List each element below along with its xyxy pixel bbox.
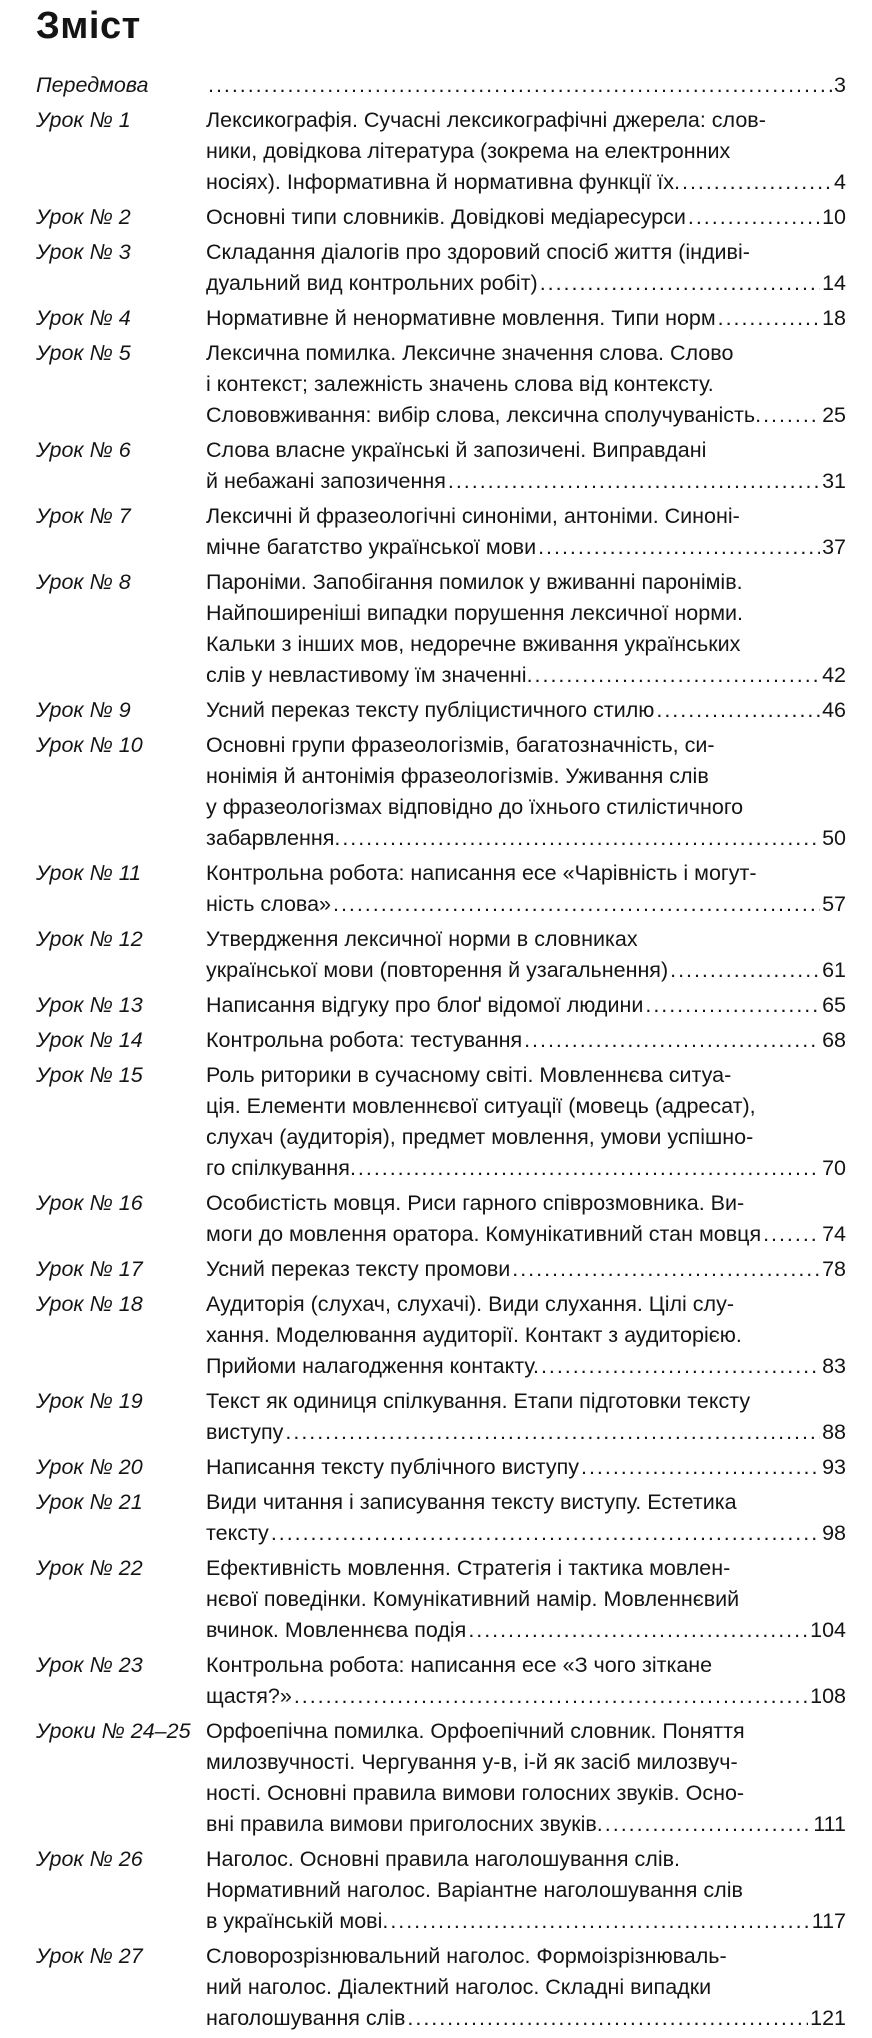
toc-entry-page-number[interactable]: 74 bbox=[822, 1222, 846, 1246]
dot-leader bbox=[605, 1809, 812, 1840]
toc-entry-last-line bbox=[206, 955, 846, 986]
toc-entry-line: Складання діалогів про здоровий спосіб життя (індиві- bbox=[206, 240, 750, 264]
toc-entry-page-number[interactable]: 57 bbox=[822, 892, 846, 916]
toc-entry-page-number[interactable]: 42 bbox=[822, 663, 846, 687]
toc-entry-page-number[interactable]: 31 bbox=[822, 469, 846, 493]
toc-entry-line: слухач (аудиторія), предмет мовлення, умови успішно- bbox=[206, 1125, 754, 1149]
toc-entry-line: Нормативне й ненормативне мовлення. Типи норм bbox=[206, 306, 716, 330]
toc-entry-line: Найпоширеніші випадки порушення лексичної норми. bbox=[206, 601, 743, 625]
toc-entry-lesson: Урок № 17 bbox=[36, 1257, 143, 1281]
toc-entry-description bbox=[206, 1289, 846, 1382]
toc-entry-description bbox=[206, 1941, 846, 2034]
toc-entry-description bbox=[206, 1188, 846, 1250]
toc-entry-line: ності. Основні правила вимови голосних звуків. Осно- bbox=[206, 1781, 745, 1805]
toc-entry-line: Ефективність мовлення. Стратегія і тактика мовлен- bbox=[206, 1556, 731, 1580]
toc-entry-lesson: Урок № 16 bbox=[36, 1191, 143, 1215]
toc-entry-description bbox=[206, 1650, 846, 1712]
toc-entry-description bbox=[206, 105, 846, 198]
toc-entry-last-line bbox=[206, 167, 846, 198]
toc-entry-line: моги до мовлення оратора. Комунікативний стан мовця bbox=[206, 1222, 762, 1246]
toc-entry-line: Основні групи фразеологізмів, багатозначність, си- bbox=[206, 733, 715, 757]
toc-entry-line: го спілкування. bbox=[206, 1156, 356, 1180]
toc-entry-lesson: Урок № 12 bbox=[36, 927, 143, 951]
toc-entry-line: нонімія й антонімія фразеологізмів. Уживання слів bbox=[206, 764, 709, 788]
toc-entry-page-number[interactable]: 93 bbox=[822, 1455, 846, 1479]
toc-entry-lesson: Урок № 11 bbox=[36, 861, 142, 885]
dot-leader bbox=[208, 70, 832, 101]
dot-leader bbox=[763, 400, 820, 431]
toc-entry-line: Написання тексту публічного виступу bbox=[206, 1455, 580, 1479]
toc-entry[interactable] bbox=[36, 990, 868, 1021]
toc-entry-line: Контрольна робота: написання есе «З чого зіткане bbox=[206, 1653, 713, 1677]
toc-entry-line: Прийоми налагодження контакту. bbox=[206, 1354, 539, 1378]
toc-entry-last-line bbox=[206, 1452, 846, 1483]
toc-entry[interactable] bbox=[36, 1386, 868, 1448]
toc-entry-line: Орфоепічна помилка. Орфоепічний словник. Поняття bbox=[206, 1719, 745, 1743]
toc-entry-description bbox=[206, 1386, 846, 1448]
toc-entry-description bbox=[206, 1844, 846, 1937]
dot-leader bbox=[285, 1417, 820, 1448]
toc-entry-line: Словорозрізнювальний наголос. Формоізрізнюваль- bbox=[206, 1944, 727, 1968]
dot-leader bbox=[468, 1615, 808, 1646]
toc-entry-line: вчинок. Мовленнєва подія bbox=[206, 1618, 467, 1642]
toc-entry-lesson: Урок № 3 bbox=[36, 240, 131, 264]
toc-entry-last-line bbox=[206, 70, 846, 101]
toc-entry-description bbox=[206, 202, 846, 233]
toc-entry-lesson: Урок № 8 bbox=[36, 570, 131, 594]
toc-entry[interactable] bbox=[36, 1844, 868, 1937]
toc-entry-lesson: Урок № 26 bbox=[36, 1847, 143, 1871]
dot-leader bbox=[656, 695, 820, 726]
toc-entry[interactable] bbox=[36, 1716, 868, 1840]
toc-entry-last-line bbox=[206, 1351, 846, 1382]
toc-entry-page-number[interactable]: 18 bbox=[822, 306, 846, 330]
toc-entry[interactable] bbox=[36, 1060, 868, 1184]
toc-entry-line: Нормативний наголос. Варіантне наголошування слів bbox=[206, 1878, 743, 1902]
toc-entry-last-line bbox=[206, 532, 846, 563]
toc-entry[interactable] bbox=[36, 70, 868, 101]
toc-entry[interactable] bbox=[36, 1941, 868, 2034]
toc-entry-line: у фразеологізмах відповідно до їхнього стилістичного bbox=[206, 795, 744, 819]
toc-entry-lesson: Уроки № 24–25 bbox=[36, 1719, 191, 1743]
dot-leader bbox=[448, 466, 820, 497]
toc-entry[interactable] bbox=[36, 1188, 868, 1250]
toc-entry-description bbox=[206, 695, 846, 726]
toc-entry-last-line bbox=[206, 823, 846, 854]
toc-entry-page-number[interactable]: 68 bbox=[822, 1028, 846, 1052]
toc-entry-last-line bbox=[206, 1417, 846, 1448]
toc-entry-line: Текст як одиниця спілкування. Етапи підготовки тексту bbox=[206, 1389, 751, 1413]
dot-leader bbox=[541, 1351, 820, 1382]
toc-entry-line: виступу bbox=[206, 1420, 284, 1444]
toc-entry-description bbox=[206, 924, 846, 986]
toc-entry-lesson: Урок № 22 bbox=[36, 1556, 143, 1580]
dot-leader bbox=[645, 990, 820, 1021]
toc-entry[interactable] bbox=[36, 338, 868, 431]
toc-entry-lesson: Урок № 19 bbox=[36, 1389, 143, 1413]
toc-entry[interactable] bbox=[36, 1452, 868, 1483]
toc-entry-description bbox=[206, 1452, 846, 1483]
toc-entry-last-line bbox=[206, 695, 846, 726]
toc-entry-page-number[interactable]: 70 bbox=[822, 1156, 846, 1180]
toc-entry[interactable] bbox=[36, 1025, 868, 1056]
toc-entry[interactable] bbox=[36, 695, 868, 726]
toc-entry-page-number[interactable]: 3 bbox=[834, 73, 846, 97]
toc-entry-description bbox=[206, 1254, 846, 1285]
toc-entry-lesson: Урок № 13 bbox=[36, 993, 143, 1017]
dot-leader bbox=[688, 202, 820, 233]
toc-entry-page-number[interactable]: 108 bbox=[810, 1684, 846, 1708]
toc-entry[interactable] bbox=[36, 1289, 868, 1382]
toc-entry-line: носіях). Інформативна й нормативна функції їх. bbox=[206, 170, 680, 194]
dot-leader bbox=[407, 2003, 808, 2034]
toc-entry-line: дуальний вид контрольних робіт) bbox=[206, 271, 538, 295]
toc-entry-line: милозвучності. Чергування у-в, і-й як засіб милозвуч- bbox=[206, 1750, 738, 1774]
toc-entry-page-number[interactable]: 121 bbox=[810, 2006, 846, 2030]
toc-entry-line: Усний переказ тексту публіцистичного стилю bbox=[206, 698, 655, 722]
toc-entry-page-number[interactable]: 98 bbox=[822, 1521, 846, 1545]
dot-leader bbox=[535, 660, 821, 691]
toc-entry-page-number[interactable]: 78 bbox=[822, 1257, 846, 1281]
toc-entry[interactable] bbox=[36, 730, 868, 854]
toc-entry-page-number[interactable]: 111 bbox=[813, 1812, 846, 1836]
toc-entry-page-number[interactable]: 25 bbox=[822, 403, 846, 427]
dot-leader bbox=[540, 268, 820, 299]
toc-entry[interactable] bbox=[36, 1650, 868, 1712]
toc-entry-line: ний наголос. Діалектний наголос. Складні випадки bbox=[206, 1975, 712, 1999]
toc-entry-last-line bbox=[206, 1809, 846, 1840]
toc-entry-line: Контрольна робота: написання есе «Чарівність і могут- bbox=[206, 861, 757, 885]
toc-entry-line: Аудиторія (слухач, слухачі). Види слухання. Цілі слу- bbox=[206, 1292, 734, 1316]
toc-entry-line: ність слова» bbox=[206, 892, 332, 916]
toc-entry-lesson: Урок № 2 bbox=[36, 205, 131, 229]
toc-entry-page-number[interactable]: 65 bbox=[822, 993, 846, 1017]
toc-entry-description bbox=[206, 858, 846, 920]
toc-entry[interactable] bbox=[36, 105, 868, 198]
toc-entry-lesson: Урок № 15 bbox=[36, 1063, 143, 1087]
toc-entry-last-line bbox=[206, 268, 846, 299]
toc-entry-line: й небажані запозичення bbox=[206, 469, 446, 493]
toc-entry-last-line bbox=[206, 1518, 846, 1549]
toc-entry-last-line bbox=[206, 660, 846, 691]
toc-entry-page-number[interactable]: 88 bbox=[822, 1420, 846, 1444]
toc-entry[interactable] bbox=[36, 858, 868, 920]
toc-entry[interactable] bbox=[36, 1553, 868, 1646]
toc-entry-line: Види читання і записування тексту виступу. Естетика bbox=[206, 1490, 737, 1514]
table-of-contents bbox=[36, 70, 868, 2038]
toc-entry-page-number[interactable]: 46 bbox=[822, 698, 846, 722]
toc-entry-last-line bbox=[206, 889, 846, 920]
toc-entry-page-number[interactable]: 104 bbox=[810, 1618, 846, 1642]
toc-entry-line: Контрольна робота: тестування bbox=[206, 1028, 523, 1052]
toc-entry-line: Усний переказ тексту промови bbox=[206, 1257, 511, 1281]
toc-entry-line: Пароніми. Запобігання помилок у вживанні паронімів. bbox=[206, 570, 743, 594]
toc-entry[interactable] bbox=[36, 924, 868, 986]
toc-entry-line: Роль риторики в сучасному світі. Мовленнєва ситуа- bbox=[206, 1063, 732, 1087]
toc-entry-line: Лексична помилка. Лексичне значення слова. Слово bbox=[206, 341, 734, 365]
dot-leader bbox=[763, 1219, 820, 1250]
toc-entry-lesson: Урок № 10 bbox=[36, 733, 143, 757]
toc-entry-last-line bbox=[206, 2003, 846, 2034]
toc-entry-description bbox=[206, 435, 846, 497]
dot-leader bbox=[294, 1681, 808, 1712]
dot-leader bbox=[342, 823, 820, 854]
toc-entry-description bbox=[206, 990, 846, 1021]
toc-entry-description bbox=[206, 1716, 846, 1840]
toc-entry-line: нєвої поведінки. Комунікативний намір. Мовленнєвий bbox=[206, 1587, 740, 1611]
toc-entry-page-number[interactable]: 50 bbox=[822, 826, 846, 850]
dot-leader bbox=[538, 532, 820, 563]
toc-entry-lesson: Урок № 21 bbox=[36, 1490, 143, 1514]
toc-entry-line: Наголос. Основні правила наголошування слів. bbox=[206, 1847, 680, 1871]
toc-entry[interactable] bbox=[36, 1254, 868, 1285]
toc-entry-page-number[interactable]: 4 bbox=[834, 170, 846, 194]
toc-entry[interactable] bbox=[36, 237, 868, 299]
toc-entry-description bbox=[206, 730, 846, 854]
toc-entry-last-line bbox=[206, 990, 846, 1021]
toc-entry-line: наголошування слів bbox=[206, 2006, 406, 2030]
toc-entry-line: ники, довідкова література (зокрема на електронних bbox=[206, 139, 731, 163]
toc-entry-page-number[interactable]: 83 bbox=[822, 1354, 846, 1378]
toc-entry-description bbox=[206, 338, 846, 431]
toc-entry[interactable] bbox=[36, 202, 868, 233]
toc-entry-last-line bbox=[206, 1153, 846, 1184]
toc-entry-line: Кальки з інших мов, недоречне вживання українських bbox=[206, 632, 741, 656]
toc-entry-lesson: Урок № 7 bbox=[36, 504, 131, 528]
toc-entry-description bbox=[206, 501, 846, 563]
toc-entry-last-line bbox=[206, 1254, 846, 1285]
toc-entry-lesson: Урок № 4 bbox=[36, 306, 131, 330]
toc-entry-description bbox=[206, 1060, 846, 1184]
toc-entry-page-number[interactable]: 117 bbox=[811, 1909, 846, 1933]
toc-entry-line: в українській мові. bbox=[206, 1909, 389, 1933]
dot-leader bbox=[581, 1452, 820, 1483]
toc-entry-line: Написання відгуку про блоґ відомої людини bbox=[206, 993, 644, 1017]
toc-entry-lesson: Урок № 14 bbox=[36, 1028, 143, 1052]
page-title: Зміст bbox=[36, 5, 141, 47]
toc-entry-description bbox=[206, 1025, 846, 1056]
toc-entry-last-line bbox=[206, 1906, 846, 1937]
toc-entry-last-line bbox=[206, 202, 846, 233]
toc-entry-description bbox=[206, 1553, 846, 1646]
toc-entry[interactable] bbox=[36, 501, 868, 563]
dot-leader bbox=[358, 1153, 820, 1184]
toc-entry-line: слів у невластивому їм значенні. bbox=[206, 663, 533, 687]
toc-entry-last-line bbox=[206, 1681, 846, 1712]
dot-leader bbox=[271, 1518, 820, 1549]
toc-entry-line: української мови (повторення й узагальнення) bbox=[206, 958, 669, 982]
toc-entry-line: і контекст; залежність значень слова від контексту. bbox=[206, 372, 714, 396]
toc-entry-last-line bbox=[206, 1615, 846, 1646]
toc-entry-page-number[interactable]: 61 bbox=[822, 958, 846, 982]
toc-entry-line: Основні типи словників. Довідкові медіаресурси bbox=[206, 205, 686, 229]
toc-entry-line: забарвлення. bbox=[206, 826, 341, 850]
toc-entry-lesson: Урок № 27 bbox=[36, 1944, 143, 1968]
toc-entry-last-line bbox=[206, 1025, 846, 1056]
toc-entry-description bbox=[206, 1487, 846, 1549]
toc-entry-last-line bbox=[206, 400, 846, 431]
toc-entry-line: Слова власне українські й запозичені. Виправдані bbox=[206, 438, 707, 462]
dot-leader bbox=[718, 303, 820, 334]
toc-entry-description bbox=[206, 237, 846, 299]
toc-entry[interactable] bbox=[36, 1487, 868, 1549]
toc-entry-lesson: Урок № 6 bbox=[36, 438, 131, 462]
toc-entry-lesson: Урок № 5 bbox=[36, 341, 131, 365]
toc-entry-line: Лексикографія. Сучасні лексикографічні джерела: слов- bbox=[206, 108, 766, 132]
toc-entry-lesson: Урок № 23 bbox=[36, 1653, 143, 1677]
toc-entry-line: мічне багатство української мови bbox=[206, 535, 537, 559]
toc-entry-line: Утвердження лексичної норми в словниках bbox=[206, 927, 638, 951]
toc-entry-page-number[interactable]: 14 bbox=[822, 271, 846, 295]
toc-entry-line: Лексичні й фразеологічні синоніми, антоніми. Синоні- bbox=[206, 504, 740, 528]
toc-entry-lesson: Урок № 20 bbox=[36, 1455, 143, 1479]
toc-entry-line: Особистість мовця. Риси гарного співрозмовника. Ви- bbox=[206, 1191, 745, 1215]
toc-entry-line: вні правила вимови приголосних звуків. bbox=[206, 1812, 603, 1836]
toc-entry-last-line bbox=[206, 1219, 846, 1250]
dot-leader bbox=[390, 1906, 809, 1937]
toc-entry-page-number[interactable]: 37 bbox=[822, 535, 846, 559]
toc-entry-line: ція. Елементи мовленнєвої ситуації (мовець (адресат), bbox=[206, 1094, 756, 1118]
toc-entry[interactable] bbox=[36, 303, 868, 334]
toc-entry-lesson: Передмова bbox=[36, 73, 149, 97]
toc-entry[interactable] bbox=[36, 435, 868, 497]
dot-leader bbox=[682, 167, 832, 198]
dot-leader bbox=[670, 955, 820, 986]
toc-entry-line: щастя?» bbox=[206, 1684, 292, 1708]
dot-leader bbox=[512, 1254, 820, 1285]
toc-entry-last-line bbox=[206, 303, 846, 334]
toc-entry[interactable] bbox=[36, 567, 868, 691]
dot-leader bbox=[524, 1025, 820, 1056]
toc-entry-last-line bbox=[206, 466, 846, 497]
toc-entry-description bbox=[206, 303, 846, 334]
toc-entry-page-number[interactable]: 10 bbox=[822, 205, 846, 229]
dot-leader bbox=[333, 889, 820, 920]
toc-entry-lesson: Урок № 1 bbox=[36, 108, 131, 132]
toc-entry-lesson: Урок № 9 bbox=[36, 698, 131, 722]
toc-entry-line: хання. Моделювання аудиторії. Контакт з аудиторією. bbox=[206, 1323, 742, 1347]
toc-entry-line: тексту bbox=[206, 1521, 269, 1545]
toc-entry-description bbox=[206, 70, 846, 101]
toc-entry-line: Слововживання: вибір слова, лексична сполучуваність. bbox=[206, 403, 762, 427]
toc-entry-lesson: Урок № 18 bbox=[36, 1292, 143, 1316]
toc-entry-description bbox=[206, 567, 846, 691]
